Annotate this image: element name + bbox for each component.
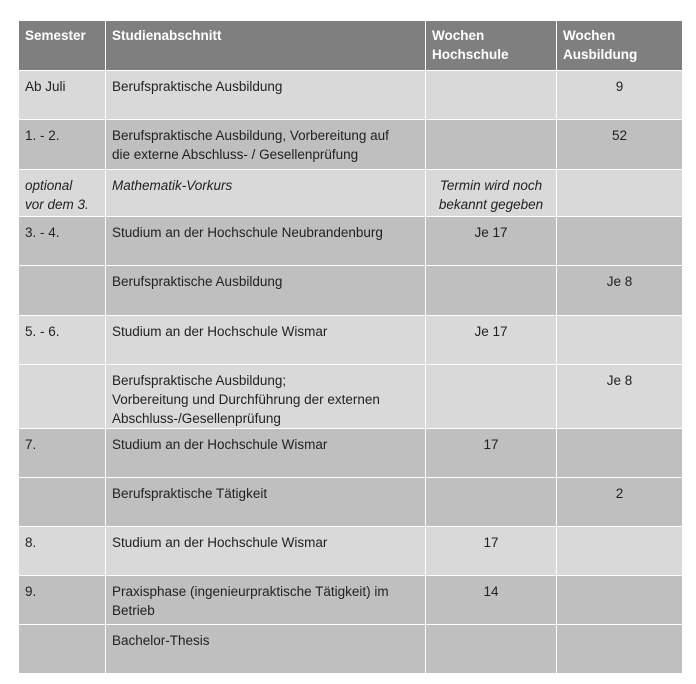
table-row (19, 71, 683, 120)
cell-wochen-hochschule (426, 478, 557, 527)
header-wochen-hochschule: Wochen Hochschule (426, 21, 557, 71)
cell-wochen-hochschule: Je 17 (426, 316, 557, 365)
cell-semester (19, 478, 106, 527)
cell-wochen-hochschule: 17 (426, 527, 557, 576)
cell-semester: 3. - 4. (19, 217, 106, 266)
cell-wochen-hochschule: 14 (426, 576, 557, 625)
cell-semester: 7. (19, 429, 106, 478)
cell-wochen-ausbildung (557, 217, 683, 266)
cell-semester (19, 266, 106, 316)
cell-wochen-ausbildung (557, 625, 683, 674)
cell-semester (19, 365, 106, 429)
cell-semester: 9. (19, 576, 106, 625)
table-row (19, 365, 683, 429)
cell-wochen-ausbildung (557, 576, 683, 625)
cell-wochen-hochschule (426, 266, 557, 316)
cell-wochen-hochschule: 17 (426, 429, 557, 478)
cell-studienabschnitt: Bachelor-Thesis (106, 625, 426, 674)
cell-wochen-hochschule: Je 17 (426, 217, 557, 266)
cell-termin-note: Termin wird noch bekannt gegeben (426, 170, 557, 217)
cell-wochen-hochschule (426, 365, 557, 429)
cell-wochen-ausbildung (557, 429, 683, 478)
cell-wochen-hochschule (426, 71, 557, 120)
table-header-row (19, 21, 683, 71)
cell-studienabschnitt: Berufspraktische Ausbildung (106, 266, 426, 316)
table-row (19, 527, 683, 576)
cell-wochen-ausbildung (557, 170, 683, 217)
cell-studienabschnitt: Studium an der Hochschule Wismar (106, 527, 426, 576)
cell-semester: 8. (19, 527, 106, 576)
cell-studienabschnitt: Praxisphase (ingenieurpraktische Tätigkeit) im Betrieb (106, 576, 426, 625)
cell-semester: 1. - 2. (19, 120, 106, 170)
table-row (19, 478, 683, 527)
cell-wochen-ausbildung: 52 (557, 120, 683, 170)
cell-semester: 5. - 6. (19, 316, 106, 365)
cell-semester: Ab Juli (19, 71, 106, 120)
header-semester: Semester (19, 21, 106, 71)
table-row (19, 266, 683, 316)
table-row (19, 576, 683, 625)
cell-studienabschnitt: Berufspraktische Tätigkeit (106, 478, 426, 527)
cell-semester (19, 625, 106, 674)
cell-wochen-hochschule (426, 625, 557, 674)
cell-wochen-ausbildung: Je 8 (557, 266, 683, 316)
cell-wochen-hochschule (426, 120, 557, 170)
cell-wochen-ausbildung: 2 (557, 478, 683, 527)
cell-wochen-ausbildung (557, 527, 683, 576)
cell-studienabschnitt: Studium an der Hochschule Wismar (106, 429, 426, 478)
cell-wochen-ausbildung: 9 (557, 71, 683, 120)
cell-studienabschnitt: Studium an der Hochschule Neubrandenburg (106, 217, 426, 266)
table-row (19, 120, 683, 170)
table-row (19, 217, 683, 266)
cell-studienabschnitt: Berufspraktische Ausbildung, Vorbereitung auf die externe Abschluss- / Gesellenprüfung (106, 120, 426, 170)
cell-studienabschnitt: Studium an der Hochschule Wismar (106, 316, 426, 365)
cell-wochen-ausbildung: Je 8 (557, 365, 683, 429)
table-row (19, 625, 683, 674)
header-studienabschnitt: Studienabschnitt (106, 21, 426, 71)
table-row (19, 316, 683, 365)
table-row (19, 170, 683, 217)
header-wochen-ausbildung: Wochen Ausbildung (557, 21, 683, 71)
cell-wochen-ausbildung (557, 316, 683, 365)
cell-semester: optional vor dem 3. (19, 170, 106, 217)
cell-studienabschnitt: Berufspraktische Ausbildung (106, 71, 426, 120)
table-row (19, 429, 683, 478)
cell-studienabschnitt: Berufspraktische Ausbildung; Vorbereitung und Durchführung der externen Abschluss-/Gesellenprüfung (106, 365, 426, 429)
cell-studienabschnitt: Mathematik-Vorkurs (106, 170, 426, 217)
study-plan-table (18, 20, 683, 674)
